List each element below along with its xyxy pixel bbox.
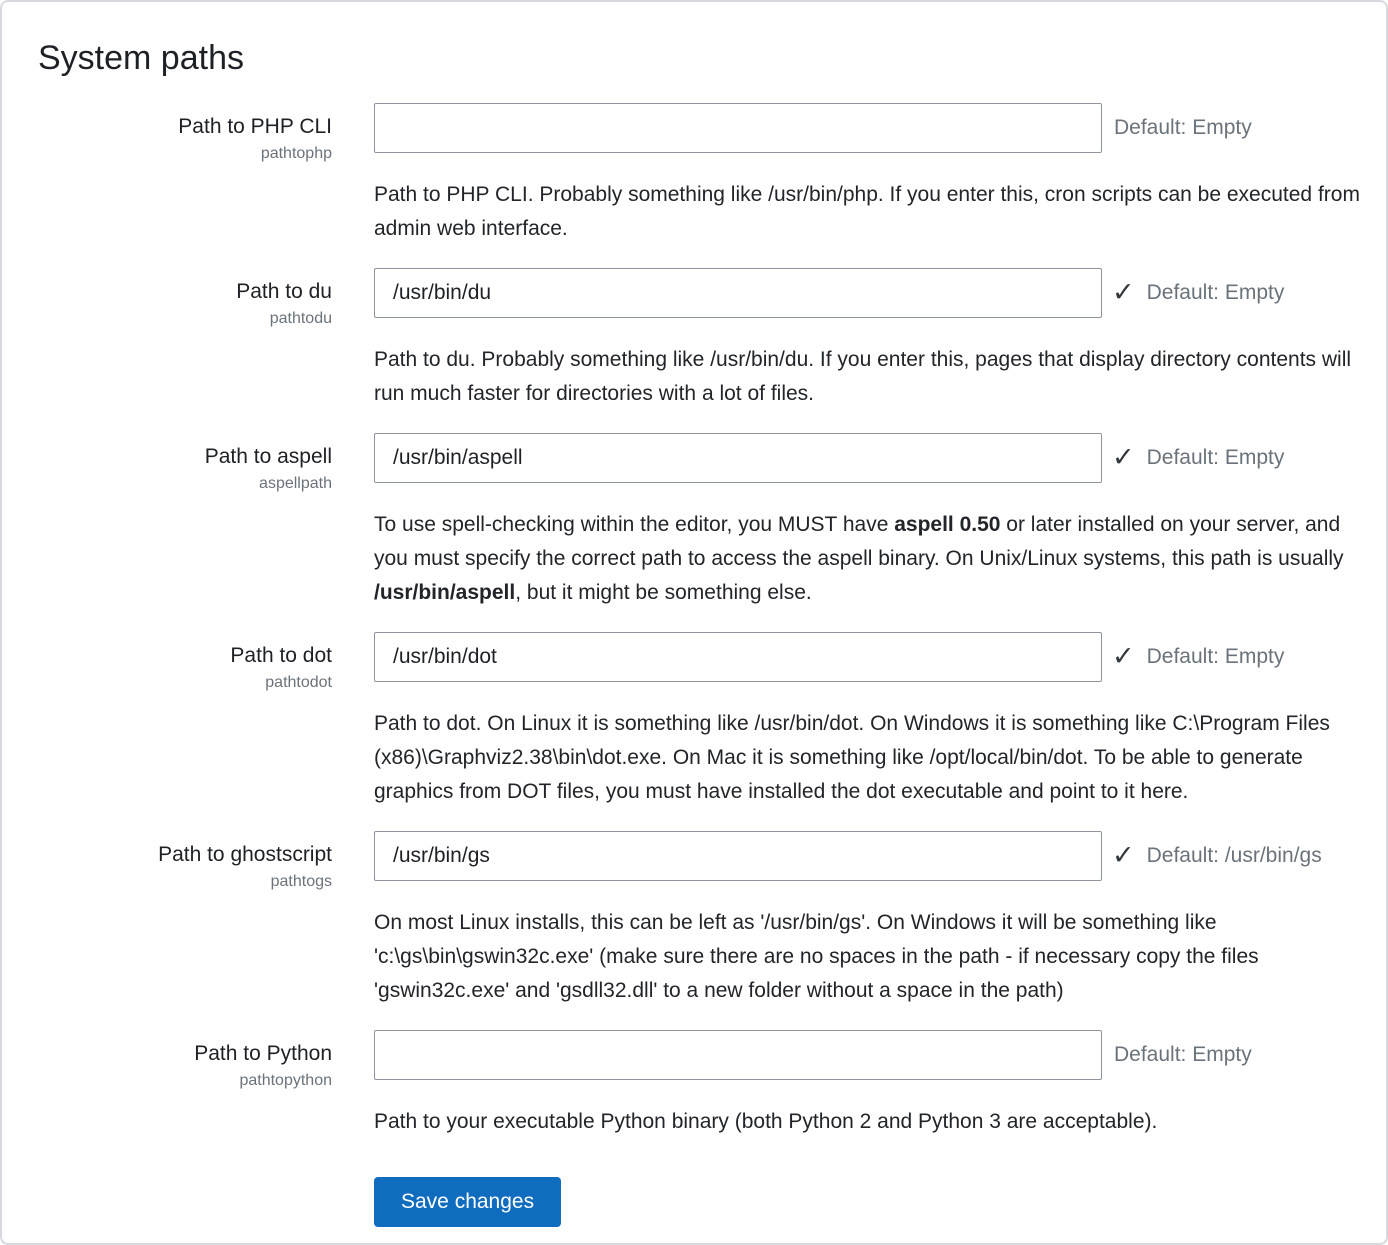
check-icon: ✓: [1112, 277, 1135, 308]
pathtophp-input[interactable]: [374, 103, 1102, 153]
default-value-label: Default: Empty: [1146, 445, 1285, 469]
check-icon: ✓: [1112, 641, 1135, 672]
setting-input-row: [374, 433, 1366, 483]
setting-content-col: [374, 831, 1366, 1008]
setting-shortname: pathtodu: [269, 310, 332, 328]
setting-description: Path to PHP CLI. Probably something like /usr/bin/php. If you enter this, cron scripts can be executed from admin web interface.: [374, 182, 1360, 240]
page-title: System paths: [38, 39, 244, 77]
setting-label: Path to du: [236, 279, 332, 303]
save-changes-button[interactable]: Save changes: [374, 1177, 561, 1227]
setting-label: Path to Python: [194, 1041, 332, 1065]
setting-label-col: [38, 268, 332, 328]
setting-row-pathtogs: [38, 831, 1366, 1008]
setting-input-row: [374, 831, 1366, 881]
setting-row-pathtopython: [38, 1030, 1366, 1139]
setting-input-row: [374, 268, 1366, 318]
setting-row-pathtodot: [38, 632, 1366, 809]
check-icon: ✓: [1112, 840, 1135, 871]
pathtopython-input[interactable]: [374, 1030, 1102, 1080]
setting-label: Path to aspell: [204, 444, 332, 468]
setting-shortname: pathtopython: [239, 1072, 332, 1090]
setting-label-col: [38, 831, 332, 891]
default-value-label: Default: Empty: [1114, 1042, 1252, 1066]
default-value-label: Default: Empty: [1114, 115, 1252, 139]
setting-label-col: [38, 103, 332, 163]
setting-row-aspellpath: [38, 433, 1366, 610]
setting-content-col: [374, 433, 1366, 610]
setting-content-col: [374, 268, 1366, 411]
setting-shortname: pathtogs: [270, 873, 332, 891]
setting-input-row: [374, 1030, 1366, 1080]
setting-input-row: [374, 632, 1366, 682]
pathtodot-input[interactable]: [374, 632, 1102, 682]
setting-description: Path to dot. On Linux it is something like /usr/bin/dot. On Windows it is something like C:\Program Files (x86)\Graphviz2.38\bin\dot.exe. On Mac it is something like /opt/local/bin/dot. To be able to generate graphics from DOT files, you must have installed the dot executable and point to it here.: [374, 711, 1330, 803]
aspellpath-input[interactable]: [374, 433, 1102, 483]
setting-description: On most Linux installs, this can be left as '/usr/bin/gs'. On Windows it will be something like 'c:\gs\bin\gswin32c.exe' (make sure there are no spaces in the path - if necessary copy the files 'gswin32c.exe' and 'gsdll32.dll' to a new folder without a space in the path): [374, 910, 1259, 1002]
setting-input-row: [374, 103, 1366, 153]
setting-label: Path to PHP CLI: [178, 114, 332, 138]
setting-shortname: pathtodot: [265, 674, 332, 692]
setting-content-col: [374, 632, 1366, 809]
setting-description: Path to your executable Python binary (both Python 2 and Python 3 are acceptable).: [374, 1109, 1158, 1133]
setting-description: To use spell-checking within the editor, you MUST have aspell 0.50 or later installed on your server, and you must specify the correct path to access the aspell binary. On Unix/Linux systems, this path is usually /usr/bin/aspell, but it might be something else.: [374, 512, 1344, 604]
setting-shortname: pathtophp: [260, 145, 332, 163]
setting-label-col: [38, 632, 332, 692]
setting-content-col: [374, 1030, 1366, 1139]
setting-label-col: [38, 433, 332, 493]
check-icon: ✓: [1112, 442, 1135, 473]
default-value-label: Default: Empty: [1146, 280, 1285, 304]
setting-row-pathtophp: [38, 103, 1366, 246]
setting-label: Path to ghostscript: [158, 842, 332, 866]
setting-description: Path to du. Probably something like /usr/bin/du. If you enter this, pages that display directory contents will run much faster for directories with a lot of files.: [374, 347, 1352, 405]
setting-row-pathtodu: [38, 268, 1366, 411]
setting-shortname: aspellpath: [259, 475, 332, 493]
pathtogs-input[interactable]: [374, 831, 1102, 881]
setting-content-col: [374, 103, 1366, 246]
setting-label: Path to dot: [230, 643, 332, 667]
default-value-label: Default: Empty: [1146, 644, 1285, 668]
pathtodu-input[interactable]: [374, 268, 1102, 318]
setting-label-col: [38, 1030, 332, 1090]
default-value-label: Default: /usr/bin/gs: [1146, 843, 1322, 867]
